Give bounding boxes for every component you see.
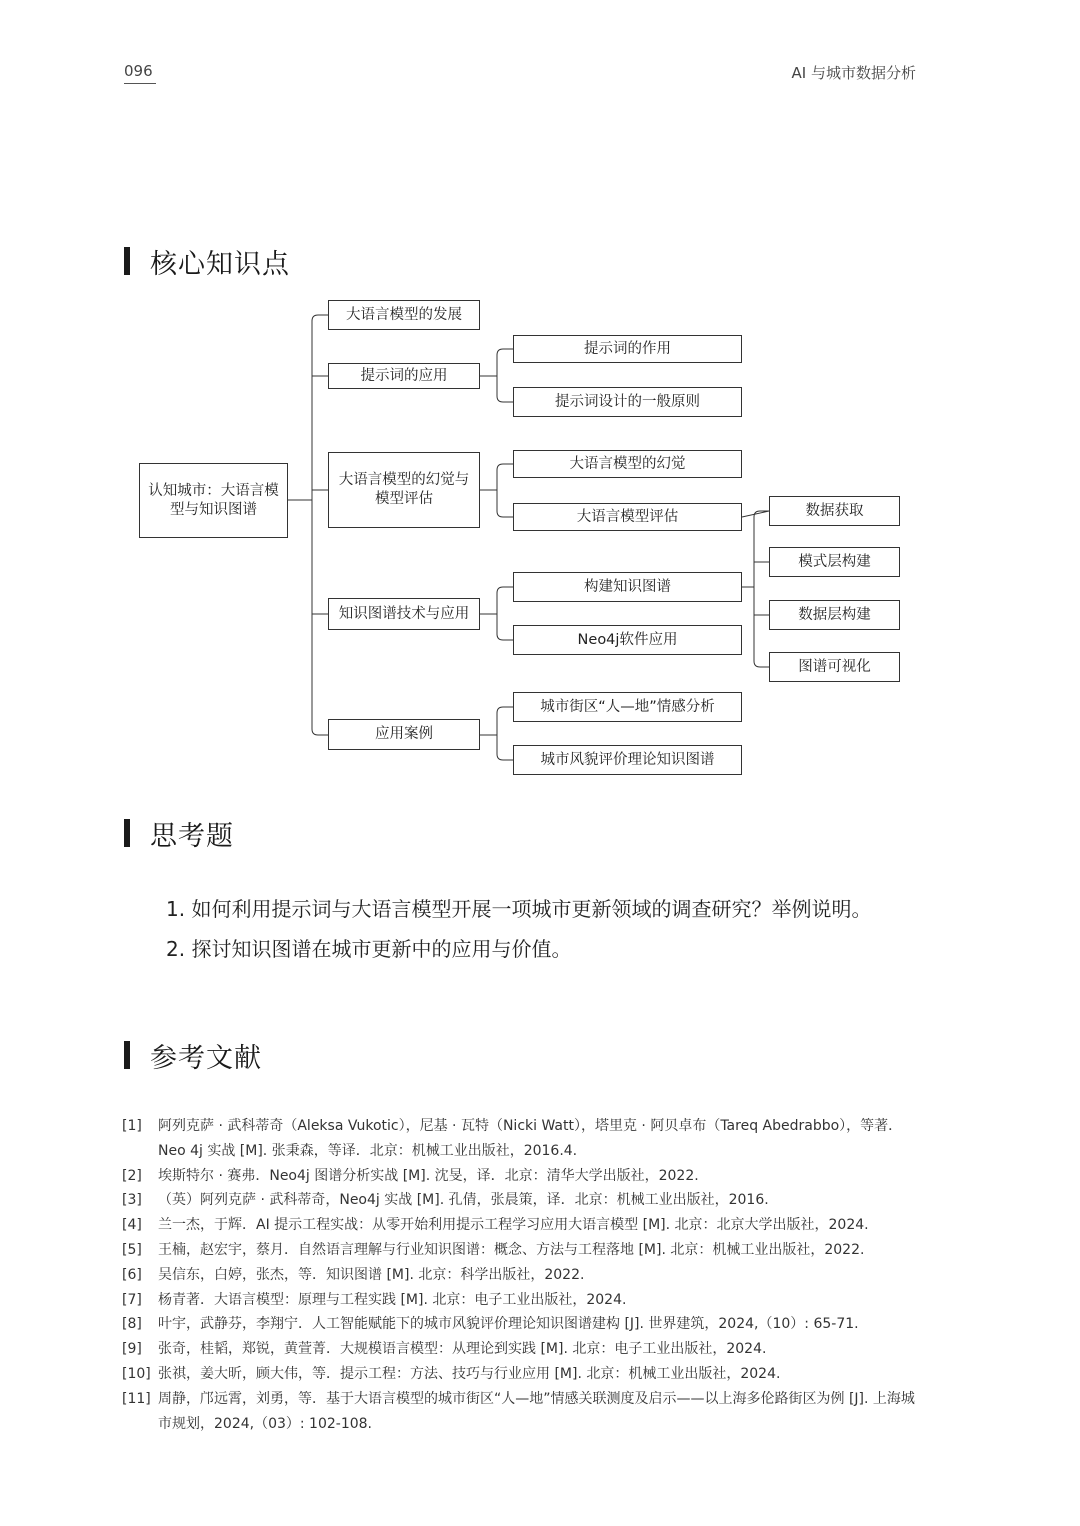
node-knowledge-graph: 知识图谱技术与应用 [328,598,480,630]
reference-number: [10] [122,1365,151,1382]
node-llm-development: 大语言模型的发展 [328,300,480,330]
node-case-sentiment: 城市街区“人—地”情感分析 [513,692,742,722]
reference-number: [1] [122,1118,142,1134]
reference-number: [9] [122,1341,142,1358]
reference-text: 张奇，桂韬，郑锐，黄萱菁．大规模语言模型：从理论到实践 [M]. 北京：电子工业出版社，2024. [158,1341,767,1358]
reference-text: 吴信东，白婷，张杰，等．知识图谱 [M]. 北京：科学出版社，2022. [158,1266,585,1283]
section-marker [124,247,130,275]
reference-text: 张祺，姜大昕，顾大伟，等．提示工程：方法、技巧与行业应用 [M]. 北京：机械工业出版社，2024. [158,1365,781,1382]
reference-text: （英）阿列克萨 · 武科蒂奇，Neo4j 实战 [M]. 孔倩，张晨策，译．北京：机械工业出版社，2016. [158,1192,769,1209]
reference-text: 叶宇，武静芬，李翔宁．人工智能赋能下的城市风貌评价理论知识图谱建构 [J]. 世界建筑，2024,（10）: 65-71. [158,1316,859,1333]
reference-item [122,1114,922,1164]
section-marker [124,819,130,847]
section-title-core: 核心知识点 [150,248,290,280]
reference-number: [4] [122,1217,142,1234]
node-llm-hallucination: 大语言模型的幻觉 [513,450,742,478]
node-hallucination-evaluation: 大语言模型的幻觉与模型评估 [328,452,480,528]
mindmap-root: 认知城市：大语言模型与知识图谱 [139,463,288,538]
reference-list [122,1114,922,1436]
node-graph-visualization: 图谱可视化 [769,652,900,682]
node-data-layer: 数据层构建 [769,600,900,630]
reference-item [122,1288,922,1313]
reference-number: [7] [122,1291,142,1308]
question-list [166,894,871,974]
reference-item [122,1337,922,1362]
reference-item [122,1362,922,1387]
reference-number: [11] [122,1390,151,1407]
node-llm-evaluation: 大语言模型评估 [513,503,742,531]
reference-number: [3] [122,1192,142,1209]
node-build-kg: 构建知识图谱 [513,572,742,602]
reference-text: 兰一杰，于辉．AI 提示工程实战：从零开始利用提示工程学习应用大语言模型 [M]. 北京：北京大学出版社，2024. [158,1217,869,1234]
reference-item [122,1188,922,1213]
book-title: AI 与城市数据分析 [791,64,916,82]
reference-text: 王楠，赵宏宇，蔡月．自然语言理解与行业知识图谱：概念、方法与工程落地 [M]. 北京：机械工业出版社，2022. [158,1241,865,1258]
section-heading-questions [124,816,234,850]
reference-text: 周静，邝远霄，刘勇，等．基于大语言模型的城市街区“人—地”情感关联测度及启示——以上海多伦路街区为例 [J]. 上海城市规划，2024,（03）: 102-108. [158,1390,915,1432]
reference-number: [8] [122,1316,142,1333]
node-prompt-principles: 提示词设计的一般原则 [513,387,742,417]
section-heading-references [124,1038,262,1072]
reference-number: [2] [122,1167,142,1184]
node-prompt-role: 提示词的作用 [513,335,742,363]
node-data-acquisition: 数据获取 [769,496,900,526]
section-marker [124,1041,130,1069]
reference-item [122,1312,922,1337]
section-heading-core [124,244,290,278]
node-case-style-kg: 城市风貌评价理论知识图谱 [513,745,742,775]
question-item: 1. 如何利用提示词与大语言模型开展一项城市更新领域的调查研究？举例说明。 [166,897,872,921]
reference-item [122,1387,922,1437]
section-title-questions: 思考题 [150,820,234,852]
reference-number: [6] [122,1266,142,1283]
node-prompt-application: 提示词的应用 [328,363,480,389]
section-title-references: 参考文献 [150,1042,262,1074]
reference-text: 埃斯特尔 · 赛弗．Neo4j 图谱分析实战 [M]. 沈旻，译．北京：清华大学出版社，2022. [158,1167,699,1184]
node-schema-layer: 模式层构建 [769,547,900,577]
node-neo4j: Neo4j软件应用 [513,625,742,655]
reference-item [122,1213,922,1238]
reference-number: [5] [122,1241,142,1258]
reference-text: 杨青著．大语言模型：原理与工程实践 [M]. 北京：电子工业出版社，2024. [158,1291,627,1308]
node-application-cases: 应用案例 [328,719,480,750]
reference-item [122,1263,922,1288]
page-number: 096 [124,62,156,84]
reference-item [122,1238,922,1263]
reference-text: 阿列克萨 · 武科蒂奇（Aleksa Vukotic），尼基 · 瓦特（Nicki Watt），塔里克 · 阿贝卓布（Tareq Abedrabbo），等著．Neo 4j 实战 [M]. 张秉森，等译．北京：机械工业出版社，2016.4. [158,1118,903,1159]
question-item: 2. 探讨知识图谱在城市更新中的应用与价值。 [166,937,572,961]
reference-item [122,1164,922,1189]
